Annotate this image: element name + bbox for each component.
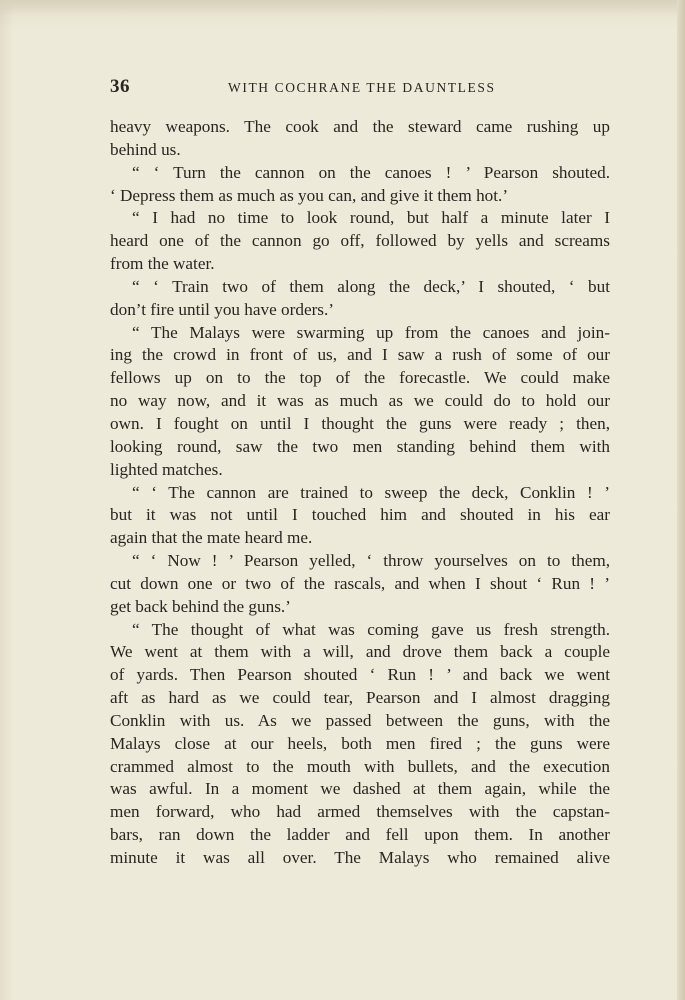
text-line: fellows up on to the top of the forecastle. We could make xyxy=(110,368,610,388)
text-line: “ ‘ The cannon are trained to sweep the deck, Conklin ! ’ xyxy=(132,482,610,502)
page-header xyxy=(110,76,610,100)
text-line: “ ‘ Train two of them along the deck,’ I shouted, ‘ but xyxy=(132,276,610,296)
text-line: from the water. xyxy=(110,254,215,274)
text-line: don’t fire until you have orders.’ xyxy=(110,299,335,319)
text-line: “ The Malays were swarming up from the canoes and join- xyxy=(132,322,610,342)
page-number: 36 xyxy=(110,76,130,97)
text-line: heard one of the cannon go off, followed by yells and screams xyxy=(110,231,610,251)
body-text xyxy=(110,116,610,870)
page-top-edge xyxy=(0,0,685,16)
text-line: cut down one or two of the rascals, and when I shout ‘ Run ! ’ xyxy=(110,573,610,593)
text-line: looking round, saw the two men standing behind them with xyxy=(110,436,610,456)
text-line: again that the mate heard me. xyxy=(110,528,313,548)
text-line: of yards. Then Pearson shouted ‘ Run ! ’ and back we went xyxy=(110,665,610,685)
text-line: own. I fought on until I thought the guns were ready ; then, xyxy=(110,413,610,433)
page-right-edge xyxy=(677,0,685,1000)
text-line: behind us. xyxy=(110,139,181,159)
text-line: Malays close at our heels, both men fired ; the guns were xyxy=(110,733,610,753)
text-line: aft as hard as we could tear, Pearson and I almost dragging xyxy=(110,688,610,708)
text-line: lighted matches. xyxy=(110,459,223,479)
running-head: WITH COCHRANE THE DAUNTLESS xyxy=(228,80,496,95)
text-line: “ ‘ Turn the cannon on the canoes ! ’ Pearson shouted. xyxy=(132,162,610,182)
text-line: minute it was all over. The Malays who remained alive xyxy=(110,848,610,867)
text-line: “ ‘ Now ! ’ Pearson yelled, ‘ throw yourselves on to them, xyxy=(132,551,610,571)
text-line: men forward, who had armed themselves with the capstan- xyxy=(110,802,610,822)
text-line: but it was not until I touched him and shouted in his ear xyxy=(110,505,610,525)
text-line: bars, ran down the ladder and fell upon them. In another xyxy=(110,825,610,845)
text-line: crammed almost to the mouth with bullets, and the execution xyxy=(110,756,610,776)
text-line: get back behind the guns.’ xyxy=(110,596,291,616)
text-line: “ The thought of what was coming gave us fresh strength. xyxy=(132,619,610,639)
text-line: Conklin with us. As we passed between the guns, with the xyxy=(110,710,610,730)
text-line: heavy weapons. The cook and the steward came rushing up xyxy=(110,117,610,136)
text-line: was awful. In a moment we dashed at them again, while the xyxy=(110,779,610,799)
text-line: no way now, and it was as much as we could do to hold our xyxy=(110,391,610,411)
text-line: “ I had no time to look round, but half a minute later I xyxy=(132,208,610,228)
text-line: ing the crowd in front of us, and I saw a rush of some of our xyxy=(110,345,610,365)
text-line: We went at them with a will, and drove them back a couple xyxy=(110,642,610,662)
text-line: ‘ Depress them as much as you can, and give it them hot.’ xyxy=(110,185,509,205)
